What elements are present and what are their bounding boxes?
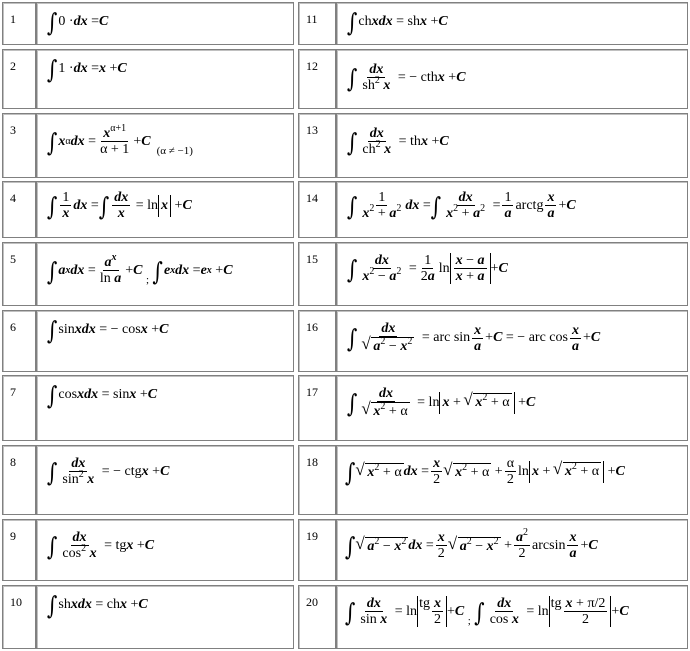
row-number: 18 (306, 455, 318, 469)
row-number-cell (298, 445, 336, 515)
row-number: 4 (10, 191, 16, 205)
row-number-cell (2, 445, 36, 515)
formula: ∫ $\frac{dx}{\sin^2 x}$ = − ctg x + C (47, 456, 170, 487)
formula: ∫ $\frac{dx}{\cos^2 x}$ = tg x + C (47, 530, 155, 561)
row-number-cell (2, 181, 36, 238)
row-number-cell (298, 585, 336, 649)
formula-cell (336, 310, 688, 372)
row-number-cell (2, 242, 36, 306)
formula: ∫ sin x dx = − cos x + C (47, 315, 169, 345)
formula: ∫ $\frac{1}{x}$ dx = ∫ $\frac{dx}{x}$ = ln x + C (47, 190, 192, 221)
row-number-cell (298, 375, 336, 441)
formula-cell (36, 375, 294, 441)
row-number: 13 (306, 123, 318, 137)
row-number-cell (298, 242, 336, 306)
row-number-cell (298, 310, 336, 372)
formula-cell (36, 310, 294, 372)
formula: ∫ dx √ $a^2 - x^2$ = arc sin $\frac{x}{a}$ + C = − arc cos $\frac{x}{a}$ + C (347, 321, 600, 355)
formula: ∫ $\frac{dx}{x^2 - a^2}$ = $\frac{1}{2a}$ ln $\frac{x - a}{x + a}$ + C (347, 253, 508, 284)
formula-cell (36, 585, 294, 649)
formula: ∫ x α dx = $\frac{x^{\alpha+1}}{\alpha + 1}$ + C (α ≠ −1) (47, 123, 193, 157)
formula: ∫ √ $x^2 + \alpha$ dx = $\frac{x}{2}$ √ $x^2 + \alpha$ + $\frac{\alpha}{2}$ ln x + √ $x^2 + \alpha$ + C (345, 456, 625, 487)
integral-table (2, 2, 688, 649)
formula-cell (36, 49, 294, 109)
row-number: 8 (10, 455, 16, 469)
row-number: 15 (306, 252, 318, 266)
formula: ∫ $\frac{1}{x^2 + a^2}$ dx = ∫ $\frac{dx}{x^2 + a^2}$ = $\frac{1}{a}$ arctg $\frac{x}{a}$ + C (347, 190, 576, 221)
row-number-cell (2, 519, 36, 581)
formula: ∫ 0 · dx = C (47, 7, 109, 37)
formula-cell (36, 2, 294, 45)
formula-cell (336, 49, 688, 109)
row-number: 20 (306, 595, 318, 609)
formula: ∫ a x dx = $\frac{a^x}{\text{ln a}}$ + C ; ∫ e x dx = e x + C (47, 252, 233, 286)
row-number: 5 (10, 252, 16, 266)
row-number-cell (2, 310, 36, 372)
row-number: 7 (10, 385, 16, 399)
row-number: 14 (306, 191, 318, 205)
formula-cell (336, 519, 688, 581)
formula-cell (336, 113, 688, 178)
formula-cell (336, 445, 688, 515)
row-number-cell (298, 181, 336, 238)
formula-cell (36, 113, 294, 178)
row-number-cell (2, 2, 36, 45)
row-number: 2 (10, 59, 16, 73)
formula-cell (36, 445, 294, 515)
row-number-cell (2, 585, 36, 649)
formula-cell (336, 2, 688, 45)
row-number: 10 (10, 595, 22, 609)
formula: ∫ $\frac{dx}{ch^2 x}$ = th x + C (347, 126, 449, 157)
formula: ∫ √ $a^2 - x^2$ dx = $\frac{x}{2}$ √ $a^2 - x^2$ + $\frac{a^2}{2}$ arcsin $\frac{x}{a}$ + C (345, 530, 598, 561)
formula: ∫ ch x dx = sh x + C (347, 7, 448, 37)
row-number-cell (298, 49, 336, 109)
row-number: 19 (306, 529, 318, 543)
formula: ∫ $\frac{dx}{sh^2 x}$ = − cth x + C (347, 62, 466, 93)
row-number: 16 (306, 320, 318, 334)
formula: ∫ cos x dx = sin x + C (47, 380, 158, 410)
row-number: 3 (10, 123, 16, 137)
row-number: 11 (306, 12, 318, 26)
formula-cell (336, 242, 688, 306)
formula: ∫ 1 · dx = x + C (47, 54, 127, 84)
row-number-cell (298, 113, 336, 178)
formula-cell (336, 585, 688, 649)
row-number: 1 (10, 12, 16, 26)
row-number: 17 (306, 385, 318, 399)
formula: ∫ dx √ $x^2 + \alpha$ = ln x + √ $x^2 + \alpha$ + C (347, 386, 535, 420)
row-number-cell (2, 113, 36, 178)
row-number: 9 (10, 529, 16, 543)
formula-cell (36, 519, 294, 581)
formula-cell (336, 375, 688, 441)
row-number: 6 (10, 320, 16, 334)
formula: ∫ $\frac{dx}{\text{sin x}}$ = ln tg $\frac{x}{2}$ + C ; ∫ $\frac{dx}{\text{cos x}}$ = ln tg $\frac{x + \pi/2}{2}$ + C (345, 596, 629, 627)
formula: ∫ sh x dx = ch x + C (47, 590, 148, 620)
row-number: 12 (306, 59, 318, 73)
row-number-cell (298, 519, 336, 581)
row-number-cell (2, 49, 36, 109)
formula-cell (36, 242, 294, 306)
formula-cell (36, 181, 294, 238)
formula-cell (336, 181, 688, 238)
row-number-cell (2, 375, 36, 441)
row-number-cell (298, 2, 336, 45)
